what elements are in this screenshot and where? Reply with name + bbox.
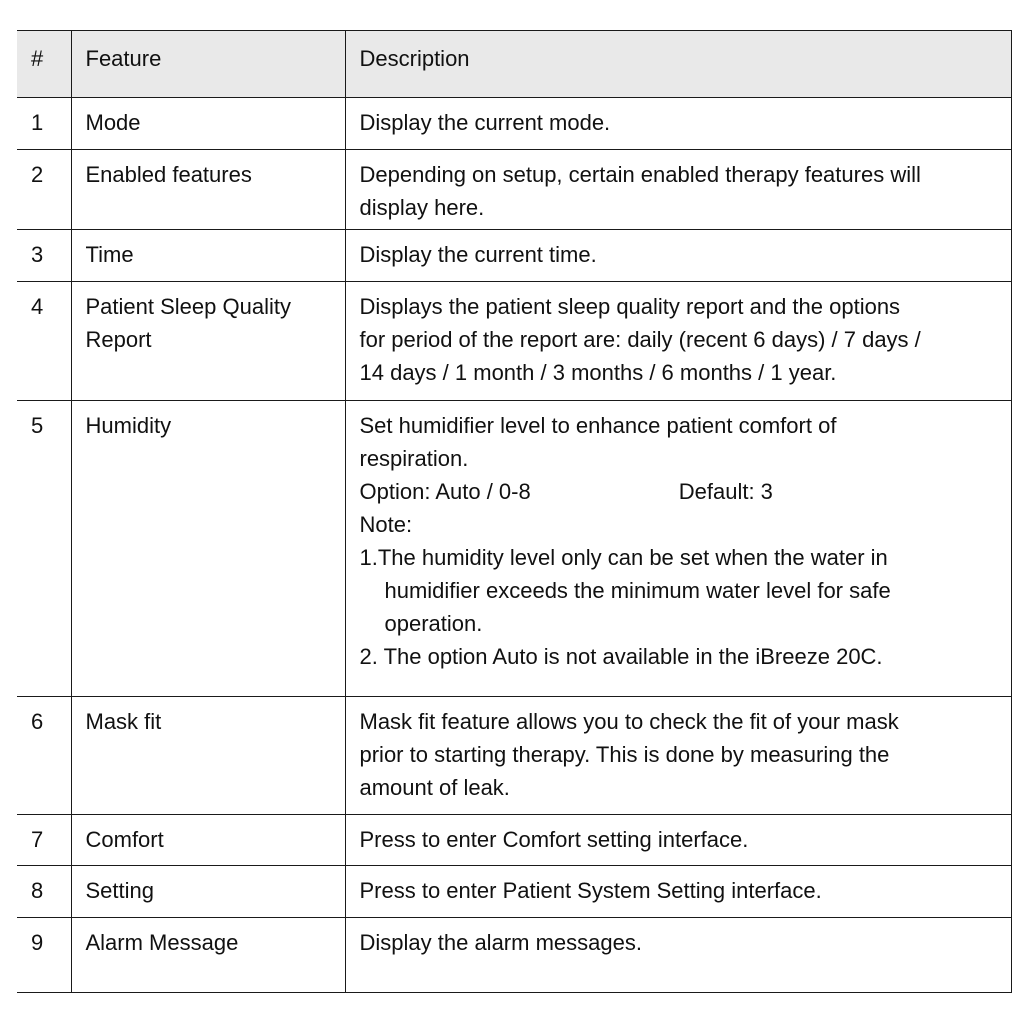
row-description <box>345 815 1011 866</box>
feature-line: Humidity <box>85 413 172 438</box>
header-feature: Feature <box>71 31 345 98</box>
table-row <box>17 815 1011 866</box>
table-row <box>17 866 1011 918</box>
row-feature <box>71 98 345 150</box>
feature-line: Enabled features <box>85 162 252 187</box>
header-number: # <box>17 31 71 98</box>
description-line: Displays the patient sleep quality report and the options <box>359 294 901 319</box>
option-row <box>360 475 1003 508</box>
description-line: amount of leak. <box>359 775 510 800</box>
row-feature <box>71 150 345 230</box>
header-description: Description <box>345 31 1011 98</box>
note-title: Note: <box>359 512 413 537</box>
row-description <box>345 401 1011 697</box>
row-number: 4 <box>17 282 71 401</box>
row-number: 8 <box>17 866 71 918</box>
description-line: Mask fit feature allows you to check the fit of your mask <box>359 709 899 734</box>
feature-line: Mode <box>85 110 141 135</box>
row-description <box>345 230 1011 282</box>
table-body <box>17 98 1011 993</box>
row-feature <box>71 866 345 918</box>
note-1-line: humidifier exceeds the minimum water level for safe <box>384 578 891 603</box>
feature-line: Report <box>85 327 152 352</box>
description-line: Display the current time. <box>359 242 597 267</box>
feature-line: Mask fit <box>85 709 162 734</box>
table-row <box>17 230 1011 282</box>
description-line: display here. <box>359 195 485 220</box>
note-1-line: 1.The humidity level only can be set when the water in <box>359 545 888 570</box>
description-line: for period of the report are: daily (recent 6 days) / 7 days / <box>359 327 921 352</box>
row-description <box>345 98 1011 150</box>
description-line: Press to enter Comfort setting interface. <box>359 827 749 852</box>
table-row <box>17 98 1011 150</box>
row-number: 2 <box>17 150 71 230</box>
default-text: Default: 3 <box>678 479 773 504</box>
header-row <box>17 31 1011 98</box>
row-feature <box>71 282 345 401</box>
row-description <box>345 150 1011 230</box>
feature-line: Time <box>85 242 134 267</box>
row-number: 3 <box>17 230 71 282</box>
feature-line: Setting <box>85 878 154 903</box>
row-number: 5 <box>17 401 71 697</box>
description-line: prior to starting therapy. This is done by measuring the <box>359 742 890 767</box>
feature-table <box>17 30 1012 993</box>
row-description <box>345 918 1011 993</box>
row-description <box>345 697 1011 815</box>
description-line: Press to enter Patient System Setting interface. <box>359 878 822 903</box>
row-description <box>345 282 1011 401</box>
table-row <box>17 401 1011 697</box>
row-number: 7 <box>17 815 71 866</box>
feature-line: Alarm Message <box>85 930 239 955</box>
note-2-line: 2. The option Auto is not available in the iBreeze 20C. <box>359 644 883 669</box>
row-number: 1 <box>17 98 71 150</box>
row-feature <box>71 918 345 993</box>
description-line: 14 days / 1 month / 3 months / 6 months / 1 year. <box>359 360 837 385</box>
description-line: Display the current mode. <box>359 110 611 135</box>
feature-line: Comfort <box>85 827 164 852</box>
description-line: Depending on setup, certain enabled therapy features will <box>359 162 921 187</box>
row-number: 9 <box>17 918 71 993</box>
table-row <box>17 150 1011 230</box>
description-line: respiration. <box>359 446 469 471</box>
row-feature <box>71 697 345 815</box>
table-header <box>17 31 1011 98</box>
row-number: 6 <box>17 697 71 815</box>
table-row <box>17 918 1011 993</box>
table-row <box>17 282 1011 401</box>
feature-line: Patient Sleep Quality <box>85 294 291 319</box>
row-feature <box>71 230 345 282</box>
row-feature <box>71 401 345 697</box>
table-row <box>17 697 1011 815</box>
row-description <box>345 866 1011 918</box>
note-1-line: operation. <box>384 611 483 636</box>
description-line: Display the alarm messages. <box>359 930 642 955</box>
description-line: Set humidifier level to enhance patient comfort of <box>359 413 837 438</box>
row-feature <box>71 815 345 866</box>
option-text: Option: Auto / 0-8 <box>359 479 531 504</box>
